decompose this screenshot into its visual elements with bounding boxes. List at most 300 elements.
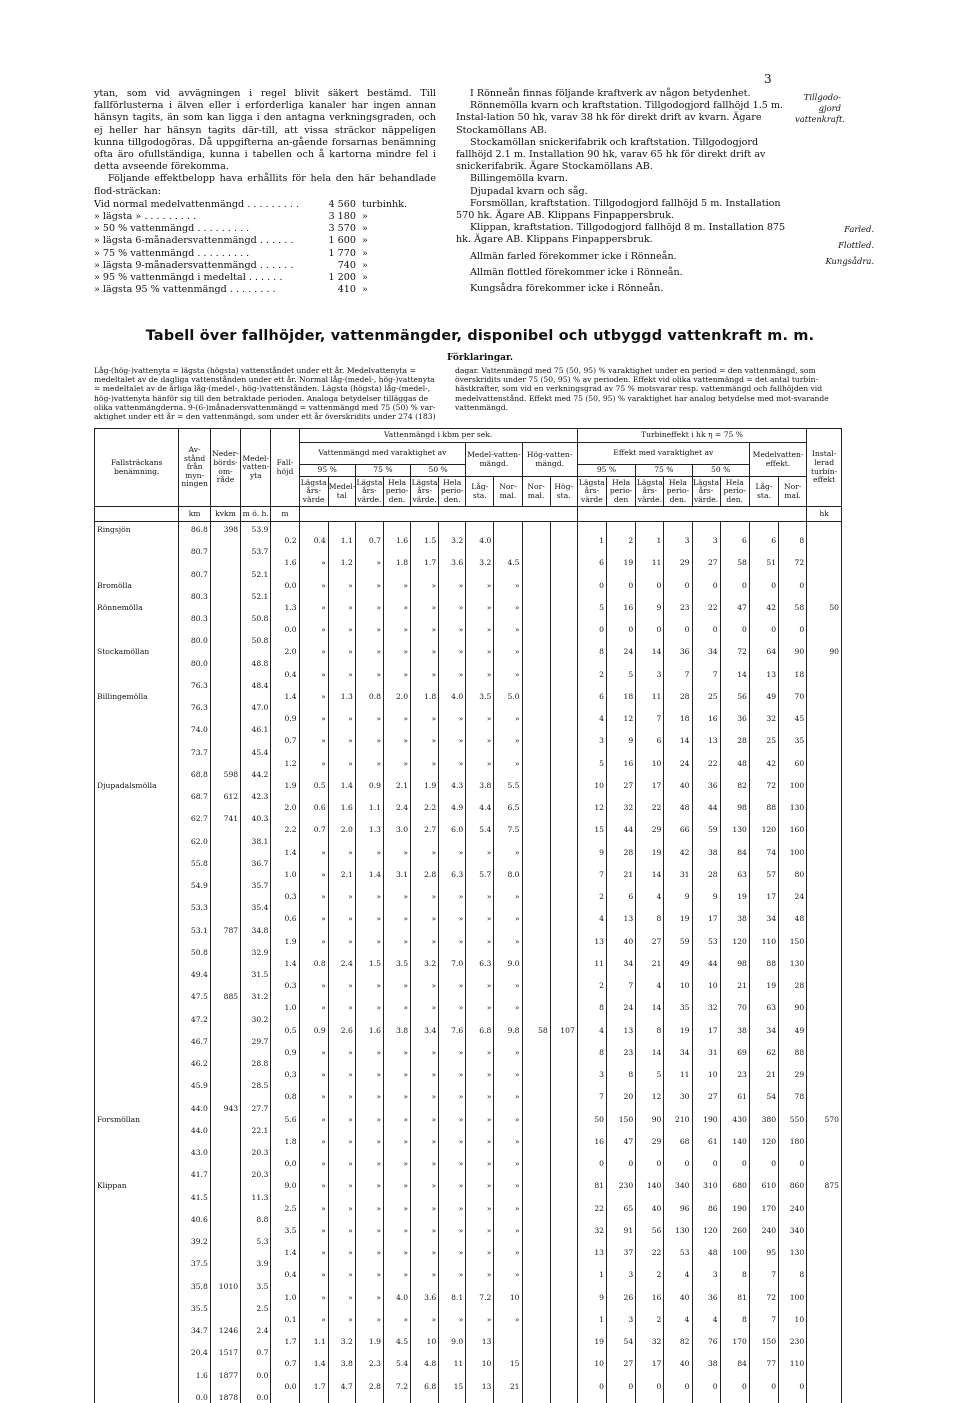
table-cell: 53 [692, 936, 720, 947]
table-cell [179, 1136, 210, 1147]
table-cell [779, 1169, 807, 1180]
table-cell [779, 1147, 807, 1158]
table-cell: 3.4 [411, 1025, 439, 1036]
table-cell [383, 925, 410, 936]
table-cell [607, 613, 636, 624]
table-cell: 68.7 [179, 791, 210, 802]
table-cell [577, 1281, 606, 1292]
table-cell: » [411, 1225, 439, 1236]
table-cell: » [383, 1247, 410, 1258]
table-cell [749, 947, 778, 958]
row-name-cell [95, 1214, 179, 1225]
table-cell [749, 680, 778, 691]
table-cell: 0 [720, 1158, 749, 1169]
table-cell: 54.9 [179, 880, 210, 891]
table-cell [271, 1370, 299, 1381]
table-cell: 45 [779, 713, 807, 724]
table-cell [299, 1325, 328, 1336]
table-cell [522, 646, 550, 657]
table-cell [720, 658, 749, 669]
table-cell: 20 [607, 1091, 636, 1102]
table-cell: 40 [607, 936, 636, 947]
table-cell [779, 1347, 807, 1358]
table-cell [411, 658, 439, 669]
table-cell [522, 824, 550, 835]
table-cell: 0 [749, 624, 778, 635]
table-cell [636, 1214, 664, 1225]
table-cell: 62.7 [179, 813, 210, 824]
table-cell: 0 [692, 1158, 720, 1169]
table-cell [271, 591, 299, 602]
table-cell [664, 1214, 692, 1225]
table-cell [664, 635, 692, 646]
table-cell [439, 791, 466, 802]
table-cell [355, 791, 383, 802]
table-cell [577, 1058, 606, 1069]
th-e-lagsta-50: Lägsta års-värde. [692, 477, 720, 507]
table-cell [522, 680, 550, 691]
row-name-cell: Rönnemölla [95, 602, 179, 613]
table-cell: 0.7 [355, 535, 383, 546]
table-cell: 0 [749, 580, 778, 591]
table-cell [210, 958, 240, 969]
table-cell: 31 [692, 1047, 720, 1058]
table-cell: 32 [749, 713, 778, 724]
table-cell [411, 902, 439, 913]
table-cell [607, 1325, 636, 1336]
table-cell [466, 1214, 494, 1225]
table-cell: » [494, 1247, 522, 1258]
table-cell [411, 969, 439, 980]
row-name-cell [95, 1058, 179, 1069]
table-cell: 1.4 [328, 780, 355, 791]
table-cell: 3 [636, 669, 664, 680]
table-cell [439, 769, 466, 780]
table-cell [577, 1303, 606, 1314]
table-cell [210, 735, 240, 746]
table-cell [779, 1236, 807, 1247]
table-cell [210, 858, 240, 869]
table-cell [383, 522, 410, 536]
table-cell [299, 591, 328, 602]
table-cell: » [299, 1314, 328, 1325]
table-cell [779, 569, 807, 580]
table-cell [466, 522, 494, 536]
table-cell: 45.4 [241, 747, 271, 758]
table-cell [720, 947, 749, 958]
table-cell [692, 635, 720, 646]
table-cell [355, 1303, 383, 1314]
th-lagsta-50: Lägsta års-värde. [411, 477, 439, 507]
table-cell: 48.4 [241, 680, 271, 691]
table-cell [179, 1203, 210, 1214]
table-cell: » [494, 602, 522, 613]
table-cell [720, 1169, 749, 1180]
table-cell: 20.3 [241, 1147, 271, 1158]
table-cell [664, 925, 692, 936]
table-cell [636, 1125, 664, 1136]
table-cell [607, 1036, 636, 1047]
table-cell [749, 902, 778, 913]
table-cell [383, 1325, 410, 1336]
table-cell [241, 891, 271, 902]
effects-paragraph: Följande effektbelopp hava erhållits för hela den här behandlade flod-sträckan: [94, 173, 436, 197]
table-cell: 170 [720, 1336, 749, 1347]
table-cell: » [411, 669, 439, 680]
table-cell [383, 1370, 410, 1381]
table-cell [241, 780, 271, 791]
table-cell: 55.8 [179, 858, 210, 869]
table-cell [271, 522, 299, 536]
table-cell: 190 [720, 1203, 749, 1214]
table-cell: 96 [664, 1203, 692, 1214]
table-cell [299, 1147, 328, 1158]
effect-row [94, 272, 436, 284]
table-cell: 0 [720, 624, 749, 635]
table-cell [271, 880, 299, 891]
table-cell [383, 1103, 410, 1114]
table-cell [550, 680, 577, 691]
table-cell: 5.0 [494, 691, 522, 702]
table-cell [807, 613, 842, 624]
table-cell: 65 [607, 1203, 636, 1214]
table-cell: 1.3 [271, 602, 299, 613]
table-cell [355, 1192, 383, 1203]
table-cell [383, 1281, 410, 1292]
table-cell [328, 858, 355, 869]
table-cell: » [439, 980, 466, 991]
table-cell [779, 1014, 807, 1025]
table-cell: 0.9 [355, 780, 383, 791]
table-cell: 11 [636, 691, 664, 702]
table-cell [807, 535, 842, 546]
table-cell [179, 891, 210, 902]
table-cell [522, 1180, 550, 1191]
table-cell [179, 735, 210, 746]
table-cell: 0 [607, 1381, 636, 1392]
table-cell [271, 1058, 299, 1069]
table-cell: 0 [779, 1158, 807, 1169]
table-cell [494, 1370, 522, 1381]
plant-stockamollan: Stockamöllan snickerifabrik och kraftstation. Tillgodogjord fallhöjd 2.1 m. Installation 90 hk, varav 65 hk för direkt drift av snickerifabrik. Ägare Stockamöllans AB. [456, 136, 766, 173]
table-cell [692, 1281, 720, 1292]
table-cell [466, 747, 494, 758]
page-number: 3 [764, 72, 772, 86]
table-cell: 98 [720, 802, 749, 813]
table-row [95, 1292, 842, 1303]
th-effekt-varaktighet: Effekt med varaktighet av [577, 443, 749, 465]
table-cell: 0 [692, 580, 720, 591]
table-cell [299, 1303, 328, 1314]
table-cell: 190 [692, 1114, 720, 1125]
table-cell [494, 969, 522, 980]
table-cell [550, 1370, 577, 1381]
table-cell [179, 1292, 210, 1303]
table-cell [522, 522, 550, 536]
table-cell [807, 1125, 842, 1136]
table-cell [749, 1303, 778, 1314]
table-cell [607, 1169, 636, 1180]
table-cell [807, 969, 842, 980]
table-cell [179, 713, 210, 724]
table-cell: 0.6 [271, 913, 299, 924]
table-cell: 32 [607, 802, 636, 813]
row-name-cell [95, 1281, 179, 1292]
row-name-cell [95, 680, 179, 691]
table-cell [749, 791, 778, 802]
table-cell [466, 880, 494, 891]
table-cell [779, 658, 807, 669]
table-cell [607, 1214, 636, 1225]
table-cell [720, 613, 749, 624]
table-cell: 48 [779, 913, 807, 924]
table-cell [807, 1103, 842, 1114]
table-cell [299, 991, 328, 1002]
table-cell [550, 1192, 577, 1203]
table-cell [355, 569, 383, 580]
table-cell [720, 724, 749, 735]
table-cell [779, 1058, 807, 1069]
table-cell [241, 1069, 271, 1080]
table-cell [636, 747, 664, 758]
table-cell: » [411, 1069, 439, 1080]
table-cell: 1.7 [411, 557, 439, 568]
table-cell: » [439, 580, 466, 591]
table-cell: 22 [577, 1203, 606, 1214]
table-cell [522, 1114, 550, 1125]
th-lagsta: Låg-sta. [466, 477, 494, 507]
table-cell: 32.9 [241, 947, 271, 958]
table-cell [577, 836, 606, 847]
table-row [95, 969, 842, 980]
table-cell [692, 1103, 720, 1114]
table-row [95, 1214, 842, 1225]
table-cell [241, 557, 271, 568]
table-cell [210, 880, 240, 891]
table-cell [466, 1303, 494, 1314]
table-cell: 82 [720, 780, 749, 791]
table-cell [271, 902, 299, 913]
table-cell [550, 1225, 577, 1236]
table-cell: 0.5 [299, 780, 328, 791]
table-cell [607, 1281, 636, 1292]
table-row [95, 1258, 842, 1269]
row-name-cell [95, 958, 179, 969]
table-cell [577, 1147, 606, 1158]
table-cell [807, 936, 842, 947]
table-cell: 34.8 [241, 925, 271, 936]
table-cell [411, 680, 439, 691]
table-cell [299, 969, 328, 980]
table-cell [328, 1281, 355, 1292]
table-cell [383, 1236, 410, 1247]
table-cell [636, 858, 664, 869]
table-cell [328, 591, 355, 602]
table-cell: » [494, 1136, 522, 1147]
table-cell [241, 936, 271, 947]
table-cell: » [439, 1114, 466, 1125]
row-name-cell [95, 1314, 179, 1325]
table-cell [355, 1014, 383, 1025]
table-cell [328, 902, 355, 913]
table-cell: » [494, 1225, 522, 1236]
table-cell: 86 [692, 1203, 720, 1214]
table-cell [779, 947, 807, 958]
table-cell [664, 747, 692, 758]
table-cell [383, 880, 410, 891]
table-cell [636, 947, 664, 958]
table-cell: 150 [779, 936, 807, 947]
table-cell: » [439, 936, 466, 947]
table-row [95, 557, 842, 568]
table-cell: 6.8 [411, 1381, 439, 1392]
farled-text: Allmän farled förekommer icke i Rönneån. [470, 250, 677, 262]
table-cell: 170 [749, 1203, 778, 1214]
table-cell: » [494, 580, 522, 591]
row-name-cell [95, 1047, 179, 1058]
table-row [95, 735, 842, 746]
table-cell [636, 836, 664, 847]
table-cell [241, 913, 271, 924]
table-cell [807, 546, 842, 557]
table-cell [241, 802, 271, 813]
table-cell: » [299, 602, 328, 613]
table-cell [692, 522, 720, 536]
table-cell: » [355, 758, 383, 769]
table-cell: 120 [692, 1225, 720, 1236]
table-cell: 90 [779, 646, 807, 657]
table-cell [607, 569, 636, 580]
table-cell: 63 [749, 1002, 778, 1013]
th-avstand: Av-stånd från myn-ningen [179, 429, 210, 507]
table-cell: 14 [664, 735, 692, 746]
table-cell [692, 902, 720, 913]
row-name-cell: Ringsjön [95, 522, 179, 536]
table-cell [636, 569, 664, 580]
table-cell: » [383, 1203, 410, 1214]
table-cell [241, 758, 271, 769]
table-cell [411, 1080, 439, 1091]
table-cell [328, 791, 355, 802]
table-cell [439, 546, 466, 557]
table-cell: » [383, 1180, 410, 1191]
table-cell: 20.3 [241, 1169, 271, 1180]
table-cell [749, 1058, 778, 1069]
table-cell [466, 635, 494, 646]
table-cell [439, 724, 466, 735]
table-cell [466, 1147, 494, 1158]
table-cell [271, 1147, 299, 1158]
row-name-cell [95, 758, 179, 769]
table-cell [779, 635, 807, 646]
th-nederbord: Neder-börds-om-råde [210, 429, 240, 507]
table-cell [692, 702, 720, 713]
table-cell [179, 958, 210, 969]
table-cell [636, 1347, 664, 1358]
table-cell [636, 635, 664, 646]
table-row [95, 758, 842, 769]
table-cell [411, 880, 439, 891]
table-cell [411, 591, 439, 602]
table-cell [411, 1325, 439, 1336]
row-name-cell [95, 658, 179, 669]
table-cell [439, 702, 466, 713]
row-name-cell [95, 925, 179, 936]
table-cell: 3.5 [241, 1281, 271, 1292]
table-cell: 680 [720, 1180, 749, 1191]
table-cell: » [466, 1180, 494, 1191]
table-cell: 9.0 [271, 1180, 299, 1191]
table-cell [550, 580, 577, 591]
table-cell: 3 [607, 1269, 636, 1280]
table-cell: 1.3 [328, 691, 355, 702]
table-cell [720, 1281, 749, 1292]
effect-value: 3 570 [328, 223, 356, 235]
table-cell: 10 [779, 1314, 807, 1325]
table-cell [577, 813, 606, 824]
table-cell [550, 1125, 577, 1136]
table-cell: » [328, 1091, 355, 1102]
table-cell: 34 [692, 646, 720, 657]
table-cell [550, 1169, 577, 1180]
table-cell: 2.0 [271, 646, 299, 657]
table-cell [807, 557, 842, 568]
table-cell [494, 747, 522, 758]
table-cell: » [328, 891, 355, 902]
table-cell: 943 [210, 1103, 240, 1114]
table-cell [692, 791, 720, 802]
table-cell [807, 802, 842, 813]
th-e-lagsta: Låg-sta. [749, 477, 778, 507]
table-cell [607, 702, 636, 713]
table-cell [807, 680, 842, 691]
table-cell [550, 1258, 577, 1269]
table-cell: 1878 [210, 1392, 240, 1403]
table-cell [779, 1192, 807, 1203]
row-name-cell [95, 880, 179, 891]
table-cell: 27 [607, 780, 636, 791]
table-cell [664, 1125, 692, 1136]
table-cell [328, 1014, 355, 1025]
table-cell [241, 1025, 271, 1036]
table-cell: 4.8 [411, 1358, 439, 1369]
table-cell: 6.5 [494, 802, 522, 813]
table-cell: 29 [664, 557, 692, 568]
effect-label: » 75 % vattenmängd . . . . . . . . . [94, 247, 250, 259]
table-cell: » [494, 1269, 522, 1280]
table-cell [779, 880, 807, 891]
table-cell [383, 1125, 410, 1136]
table-cell [299, 747, 328, 758]
table-cell [550, 880, 577, 891]
table-cell: 59 [692, 824, 720, 835]
table-cell [179, 669, 210, 680]
table-cell: 52.1 [241, 569, 271, 580]
table-cell: 0.9 [271, 713, 299, 724]
table-cell [664, 569, 692, 580]
table-cell [807, 591, 842, 602]
table-cell [494, 1392, 522, 1403]
table-cell [411, 769, 439, 780]
table-cell [692, 858, 720, 869]
table-cell: 430 [720, 1114, 749, 1125]
table-cell: 80.0 [179, 658, 210, 669]
table-cell [328, 702, 355, 713]
table-cell: 8.8 [241, 1214, 271, 1225]
table-cell [692, 1214, 720, 1225]
table-cell [720, 1080, 749, 1091]
table-cell: 8 [636, 1025, 664, 1036]
